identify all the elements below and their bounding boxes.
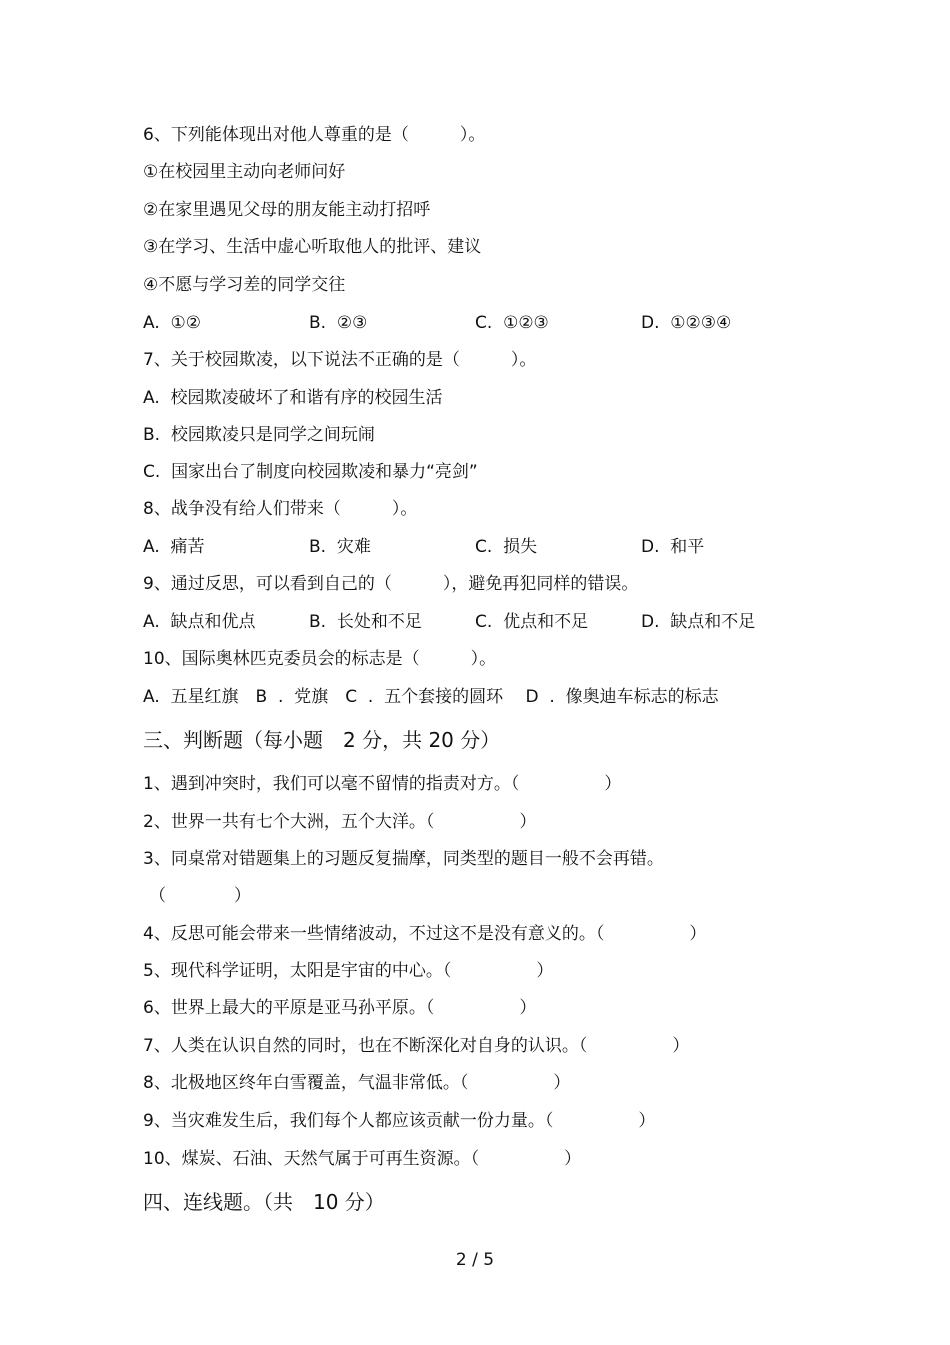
judge-item-3-bracket: （ ） bbox=[149, 886, 251, 906]
option-d: D. ①②③④ bbox=[641, 313, 732, 333]
question-7-stem: 7、关于校园欺凌，以下说法不正确的是（ ）。 bbox=[143, 350, 537, 370]
question-6-item-4: ④不愿与学习差的同学交往 bbox=[143, 275, 346, 295]
question-10-stem: 10、国际奥林匹克委员会的标志是（ ）。 bbox=[143, 649, 497, 669]
question-9-stem: 9、通过反思，可以看到自己的（ ），避免再犯同样的错误。 bbox=[143, 574, 639, 594]
option-a: A. 缺点和优点 bbox=[143, 612, 256, 632]
judge-item-3: 3、同桌常对错题集上的习题反复揣摩，同类型的题目一般不会再错。 bbox=[143, 849, 664, 869]
option-c: C. 损失 bbox=[475, 537, 538, 557]
option-d: D. 和平 bbox=[641, 537, 705, 557]
question-7-option-a: A. 校园欺凌破坏了和谐有序的校园生活 bbox=[143, 388, 443, 408]
judge-item-2: 2、世界一共有七个大洲，五个大洋。（ ） bbox=[143, 812, 537, 832]
option-c: C. 优点和不足 bbox=[475, 612, 589, 632]
option-c: C. ①②③ bbox=[475, 313, 549, 333]
option-b: B. 灾难 bbox=[309, 537, 371, 557]
judge-item-10: 10、煤炭、石油、天然气属于可再生资源。（ ） bbox=[143, 1149, 582, 1169]
option-b: B. 长处和不足 bbox=[309, 612, 422, 632]
judge-item-4: 4、反思可能会带来一些情绪波动，不过这不是没有意义的。（ ） bbox=[143, 924, 707, 944]
question-10-options: A. 五星红旗 B . 党旗 C . 五个套接的圆环 D . 像奥迪车标志的标志 bbox=[143, 687, 719, 707]
judge-item-1: 1、遇到冲突时，我们可以毫不留情的指责对方。（ ） bbox=[143, 774, 622, 794]
judge-item-8: 8、北极地区终年白雪覆盖，气温非常低。（ ） bbox=[143, 1073, 571, 1093]
option-a: A. ①② bbox=[143, 313, 202, 333]
option-a: A. 痛苦 bbox=[143, 537, 205, 557]
question-6-item-2: ②在家里遇见父母的朋友能主动打招呼 bbox=[143, 200, 431, 220]
question-8-stem: 8、战争没有给人们带来（ ）。 bbox=[143, 499, 418, 519]
question-8-options bbox=[143, 536, 843, 558]
page-number: 2 / 5 bbox=[455, 1250, 495, 1270]
option-d: D. 缺点和不足 bbox=[641, 612, 756, 632]
question-7-option-c: C. 国家出台了制度向校园欺凌和暴力“亮剑” bbox=[143, 462, 478, 482]
judge-item-6: 6、世界上最大的平原是亚马孙平原。（ ） bbox=[143, 998, 537, 1018]
question-6-options bbox=[143, 312, 843, 334]
question-6-item-1: ①在校园里主动向老师问好 bbox=[143, 162, 346, 182]
question-7-option-b: B. 校园欺凌只是同学之间玩闹 bbox=[143, 425, 375, 445]
judge-item-9: 9、当灾难发生后，我们每个人都应该贡献一份力量。（ ） bbox=[143, 1111, 656, 1131]
question-6-item-3: ③在学习、生活中虚心听取他人的批评、建议 bbox=[143, 237, 482, 257]
question-9-options bbox=[143, 611, 843, 633]
section-4-heading: 四、连线题。（共 10 分） bbox=[143, 1190, 385, 1214]
judge-item-5: 5、现代科学证明，太阳是宇宙的中心。（ ） bbox=[143, 961, 554, 981]
option-b: B. ②③ bbox=[309, 313, 368, 333]
section-3-heading: 三、判断题（每小题 2 分，共 20 分） bbox=[143, 728, 501, 752]
question-6-stem: 6、下列能体现出对他人尊重的是（ ）。 bbox=[143, 125, 486, 145]
judge-item-7: 7、人类在认识自然的同时，也在不断深化对自身的认识。（ ） bbox=[143, 1036, 690, 1056]
